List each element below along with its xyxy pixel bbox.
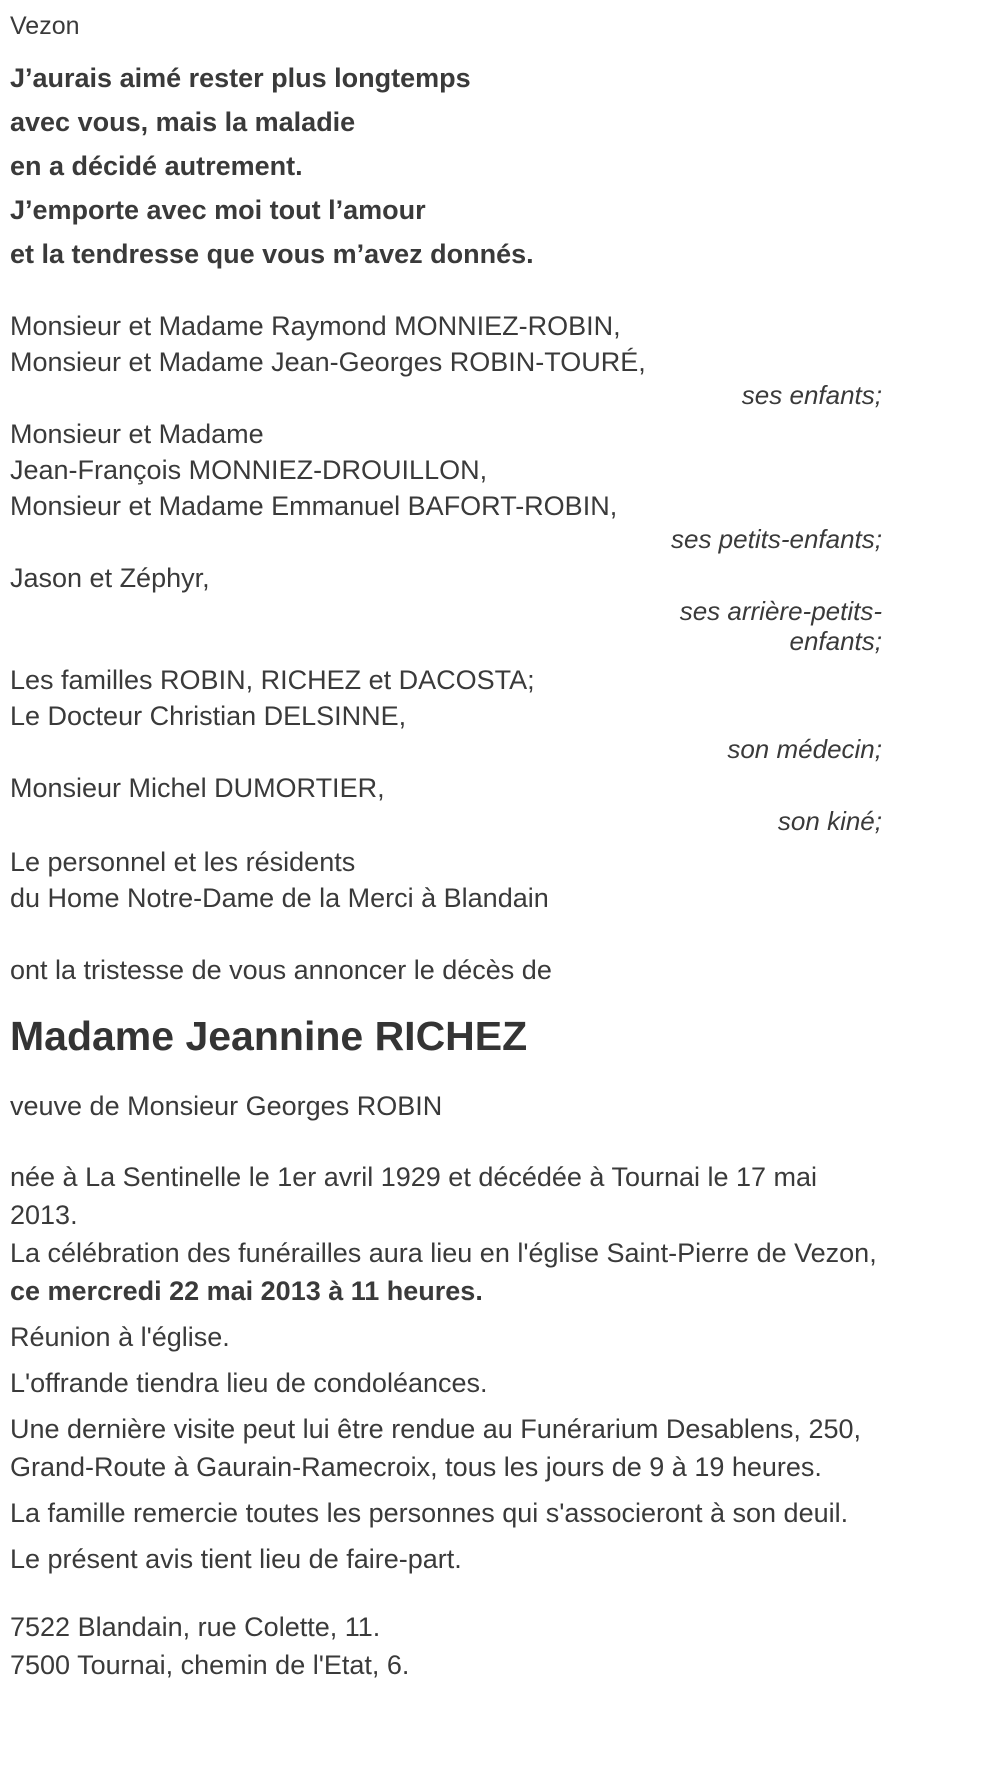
mourner-name: Jean-François MONNIEZ-DROUILLON, [10, 455, 488, 485]
meeting-line: Réunion à l'église. [10, 1322, 230, 1352]
poem-line: J’aurais aimé rester plus longtemps [10, 63, 471, 93]
visit-line: Grand-Route à Gaurain-Ramecroix, tous les jours de 9 à 19 heures. [10, 1452, 822, 1482]
notice-line: Le présent avis tient lieu de faire-part. [10, 1544, 462, 1574]
addresses-block [10, 1608, 882, 1684]
mourners-list [10, 308, 882, 916]
address-line: 7500 Tournai, chemin de l'Etat, 6. [10, 1650, 410, 1680]
funeral-date-line: ce mercredi 22 mai 2013 à 11 heures. [10, 1276, 483, 1306]
mourner-name: du Home Notre-Dame de la Merci à Blandain [10, 883, 549, 913]
widow-line: veuve de Monsieur Georges ROBIN [10, 1091, 443, 1121]
poem-line: avec vous, mais la maladie [10, 107, 356, 137]
mourner-name: Monsieur et Madame [10, 419, 264, 449]
announcement-line: ont la tristesse de vous annoncer le décès de [10, 955, 552, 985]
mourner-name: Les familles ROBIN, RICHEZ et DACOSTA; [10, 665, 535, 695]
mourner-name: Monsieur Michel DUMORTIER, [10, 773, 385, 803]
relation-label: son médecin; [727, 734, 882, 764]
relation-label: ses enfants; [741, 380, 882, 410]
mourner-name: Le Docteur Christian DELSINNE, [10, 701, 407, 731]
mourner-name: Monsieur et Madame Jean-Georges ROBIN-TOURÉ, [10, 347, 646, 377]
birth-death-line: née à La Sentinelle le 1er avril 1929 et décédée à Tournai le 17 mai 2013. [10, 1162, 818, 1230]
location-label: Vezon [10, 12, 80, 40]
memorial-poem [10, 56, 882, 276]
mourner-name: Monsieur et Madame Raymond MONNIEZ-ROBIN, [10, 311, 621, 341]
poem-line: en a décidé autrement. [10, 151, 303, 181]
relation-label: son kiné; [777, 806, 882, 836]
funeral-details [10, 1158, 882, 1578]
visit-line: Une dernière visite peut lui être rendue au Funérarium Desablens, 250, [10, 1414, 861, 1444]
offering-line: L'offrande tiendra lieu de condoléances. [10, 1368, 488, 1398]
deceased-name: Madame Jeannine RICHEZ [10, 1013, 528, 1059]
mourner-name: Le personnel et les résidents [10, 847, 356, 877]
mourner-name: Monsieur et Madame Emmanuel BAFORT-ROBIN, [10, 491, 618, 521]
thanks-line: La famille remercie toutes les personnes qui s'associeront à son deuil. [10, 1498, 849, 1528]
relation-label: enfants; [789, 626, 882, 656]
address-line: 7522 Blandain, rue Colette, 11. [10, 1612, 381, 1642]
poem-line: J’emporte avec moi tout l’amour [10, 195, 426, 225]
relation-label: ses petits-enfants; [671, 524, 882, 554]
relation-label: ses arrière-petits- [679, 596, 882, 626]
funeral-line: La célébration des funérailles aura lieu en l'église Saint-Pierre de Vezon, [10, 1238, 877, 1268]
mourner-name: Jason et Zéphyr, [10, 563, 210, 593]
poem-line: et la tendresse que vous m’avez donnés. [10, 239, 534, 269]
